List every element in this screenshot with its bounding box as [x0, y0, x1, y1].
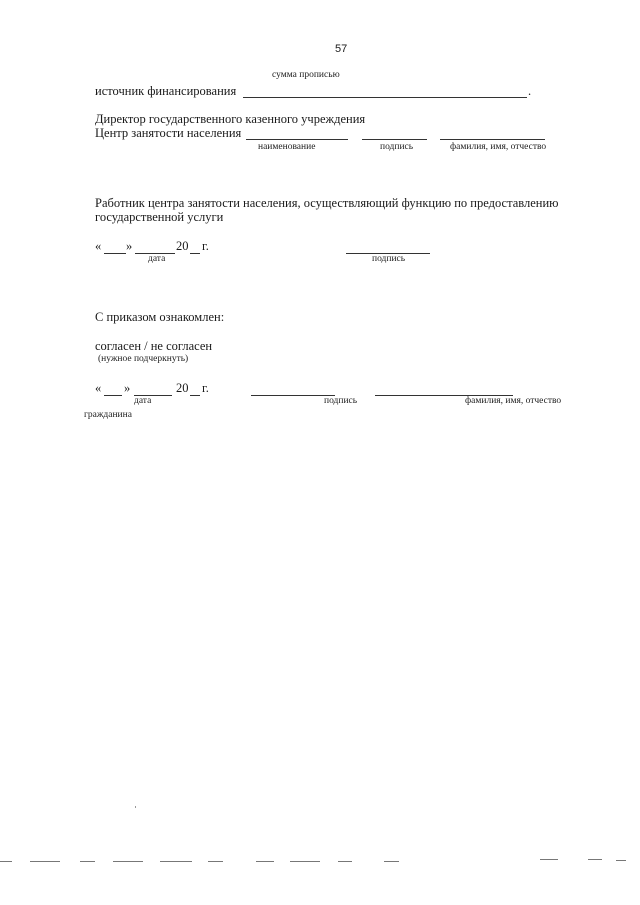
- director-title: Директор государственного казенного учреждения: [95, 112, 366, 126]
- scan-edge-dash: [256, 861, 274, 862]
- director-fio-caption: фамилия, имя, отчество: [450, 142, 547, 152]
- scan-edge-dash: [30, 861, 60, 862]
- scan-edge-dash: [80, 861, 95, 862]
- worker-date-year-field[interactable]: [190, 239, 200, 254]
- agree-options: согласен / не согласен: [95, 339, 213, 353]
- citizen-date-open-quote: «: [95, 381, 102, 395]
- citizen-date-year-prefix: 20: [176, 381, 189, 395]
- director-fio-field[interactable]: [440, 125, 545, 140]
- worker-signature-caption: подпись: [372, 254, 406, 264]
- scan-edge-dash: [588, 859, 602, 860]
- scan-edge-dash: [540, 859, 558, 860]
- worker-date-open-quote: «: [95, 239, 102, 253]
- scan-edge-dash: [338, 861, 352, 862]
- scan-speck: [135, 806, 136, 808]
- worker-text-line2: государственной услуги: [95, 210, 224, 224]
- underline-note: (нужное подчеркнуть): [98, 354, 189, 364]
- institution-name-caption: наименование: [258, 142, 316, 152]
- employment-center-label: Центр занятости населения: [95, 126, 242, 140]
- citizen-date-close-quote: »: [124, 381, 131, 395]
- amount-in-words-caption: сумма прописью: [272, 70, 340, 80]
- funding-source-field[interactable]: [243, 83, 527, 98]
- citizen-date-day-field[interactable]: [104, 381, 122, 396]
- scan-edge-dash: [616, 860, 626, 861]
- worker-date-day-field[interactable]: [104, 239, 126, 254]
- citizen-date-month-field[interactable]: [134, 381, 172, 396]
- page-number: 57: [335, 43, 348, 55]
- scan-edge-dash: [208, 861, 223, 862]
- scan-edge-dash: [0, 861, 12, 862]
- funding-source-label: источник финансирования: [95, 84, 237, 98]
- citizen-date-year-field[interactable]: [190, 381, 200, 396]
- worker-date-year-prefix: 20: [176, 239, 189, 253]
- citizen-fio-caption: фамилия, имя, отчество: [465, 396, 562, 406]
- director-signature-caption: подпись: [380, 142, 414, 152]
- citizen-signature-caption: подпись: [324, 396, 358, 406]
- director-institution-field[interactable]: [246, 125, 348, 140]
- worker-signature-field[interactable]: [346, 239, 430, 254]
- acquaint-title: С приказом ознакомлен:: [95, 310, 225, 324]
- scan-edge-dash: [113, 861, 143, 862]
- worker-date-caption: дата: [148, 254, 166, 264]
- worker-date-month-field[interactable]: [135, 239, 175, 254]
- citizen-caption: гражданина: [84, 410, 132, 420]
- worker-date-close-quote: »: [126, 239, 133, 253]
- director-signature-field[interactable]: [362, 125, 427, 140]
- scan-edge-dash: [160, 861, 192, 862]
- scan-edge-dash: [384, 861, 399, 862]
- citizen-date-caption: дата: [134, 396, 152, 406]
- worker-date-year-suffix: г.: [202, 239, 209, 253]
- scan-edge-dash: [290, 861, 320, 862]
- funding-end-mark: .: [528, 84, 532, 98]
- citizen-fio-field[interactable]: [375, 381, 513, 396]
- worker-text-line1: Работник центра занятости населения, осуществляющий функцию по предоставлению: [95, 196, 559, 210]
- citizen-signature-field[interactable]: [251, 381, 335, 396]
- citizen-date-year-suffix: г.: [202, 381, 209, 395]
